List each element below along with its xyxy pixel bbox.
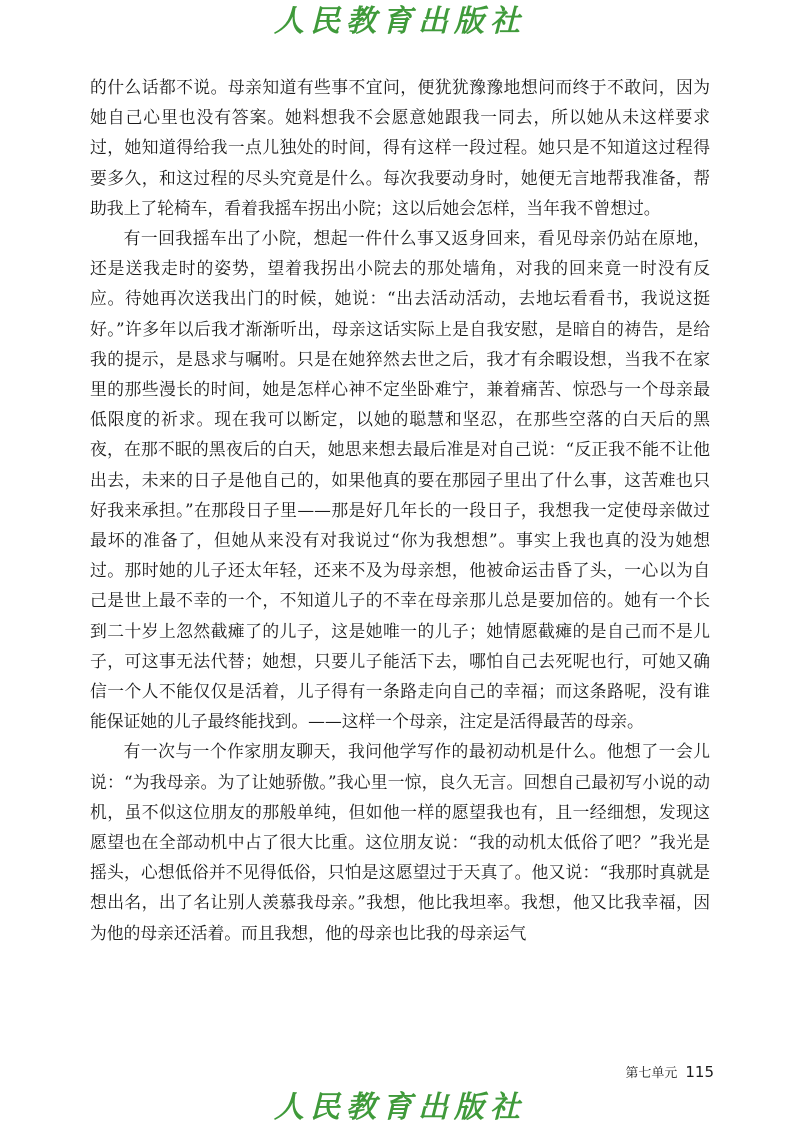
paragraph-continuation: 的什么话都不说。母亲知道有些事不宜问，便犹犹豫豫地想问而终于不敢问，因为她自己心里也没有答案。她料想我不会愿意她跟我一同去，所以她从未这样要求过，她知道得给我一点儿独处的时间，得有这样一段过程。她只是不知道这过程得要多久，和这过程的尽头究竟是什么。每次我要动身时，她便无言地帮我准备，帮助我上了轮椅车，看着我摇车拐出小院；这以后她会怎样，当年我不曾想过。	[90, 77, 710, 218]
publisher-logo-top: 人民教育出版社	[274, 4, 526, 39]
publisher-logo-bottom: 人民教育出版社	[274, 1090, 526, 1125]
page-footer	[625, 1062, 714, 1081]
paragraph-writer-friend: 有一次与一个作家朋友聊天，我问他学写作的最初动机是什么。他想了一会儿说：“为我母亲。为了让她骄傲。”我心里一惊，良久无言。回想自己最初写小说的动机，虽不似这位朋友的那般单纯，但如他一样的愿望我也有，且一经细想，发现这愿望也在全部动机中占了很大比重。这位朋友说：“我的动机太低俗了吧？”我光是摇头，心想低俗并不见得低俗，只怕是这愿望过于天真了。他又说：“我那时真就是想出名，出了名让别人羡慕我母亲。”我想，他比我坦率。我想，他又比我幸福，因为他的母亲还活着。而且我想，他的母亲也比我的母亲运气	[90, 741, 710, 943]
article-body	[90, 72, 710, 948]
unit-label: 第七单元	[625, 1066, 678, 1081]
paragraph-mother-waiting: 有一回我摇车出了小院，想起一件什么事又返身回来，看见母亲仍站在原地，还是送我走时的姿势，望着我拐出小院去的那处墙角，对我的回来竟一时没有反应。待她再次送我出门的时候，她说：“出去活动活动，去地坛看看书，我说这挺好。”许多年以后我才渐渐听出，母亲这话实际上是自我安慰，是暗自的祷告，是给我的提示，是恳求与嘱咐。只是在她猝然去世之后，我才有余暇设想，当我不在家里的那些漫长的时间，她是怎样心神不定坐卧难宁，兼着痛苦、惊恐与一个母亲最低限度的祈求。现在我可以断定，以她的聪慧和坚忍，在那些空落的白天后的黑夜，在那不眠的黑夜后的白天，她思来想去最后准是对自己说：“反正我不能不让他出去，未来的日子是他自己的，如果他真的要在那园子里出了什么事，这苦难也只好我来承担。”在那段日子里——那是好几年长的一段日子，我想我一定使母亲做过最坏的准备了，但她从来没有对我说过“你为我想想”。事实上我也真的没为她想过。那时她的儿子还太年轻，还来不及为母亲想，他被命运击昏了头，一心以为自己是世上最不幸的一个，不知道儿子的不幸在母亲那儿总是要加倍的。她有一个长到二十岁上忽然截瘫了的儿子，这是她唯一的儿子；她情愿截瘫的是自己而不是儿子，可这事无法代替；她想，只要儿子能活下去，哪怕自己去死呢也行，可她又确信一个人不能仅仅是活着，儿子得有一条路走向自己的幸福；而这条路呢，没有谁能保证她的儿子最终能找到。——这样一个母亲，注定是活得最苦的母亲。	[90, 228, 710, 732]
page-number: 115	[685, 1063, 714, 1081]
